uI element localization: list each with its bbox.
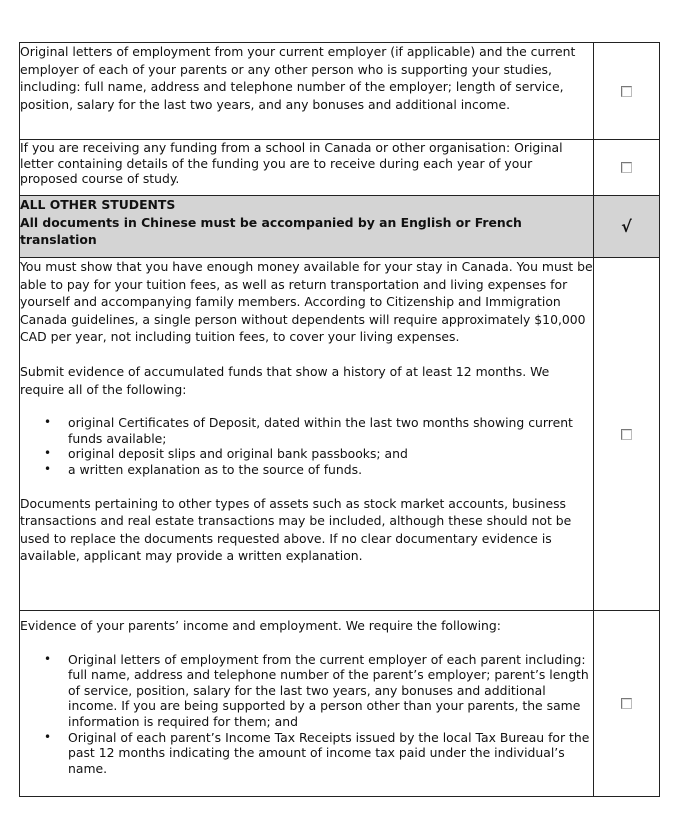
funds-bullet-list bbox=[20, 415, 593, 477]
list-item: • original Certificates of Deposit, dated within the last two months showing current funds available; bbox=[68, 415, 593, 446]
parents-bullet-list bbox=[20, 652, 593, 777]
table-row bbox=[20, 258, 660, 611]
employment-letters-text: Original letters of employment from your current employer (if applicable) and the current employer of each of your parents or any other person who is supporting your studies, including: full name, address and telephone number of the employer; length of service, position, salary for the last two years, and any bonuses and additional income. bbox=[20, 43, 594, 140]
parents-income-checkbox[interactable] bbox=[621, 698, 632, 709]
list-item: • Original of each parent’s Income Tax Receipts issued by the local Tax Bureau for the past 12 months indicating the amount of income tax paid under the individual’s name. bbox=[68, 730, 593, 777]
list-item: • original deposit slips and original bank passbooks; and bbox=[68, 446, 593, 462]
employment-letters-checkbox[interactable] bbox=[621, 86, 632, 97]
school-funding-text: If you are receiving any funding from a school in Canada or other organisation: Original letter containing details of the funding you are to receive during each year of your proposed course of study. bbox=[20, 140, 594, 196]
table-row bbox=[20, 43, 660, 140]
checkmark-icon: √ bbox=[621, 217, 632, 236]
parents-cell bbox=[20, 611, 594, 797]
parents-intro: Evidence of your parents’ income and employment. We require the following: bbox=[20, 618, 501, 633]
funds-cell bbox=[20, 258, 594, 611]
funds-checkbox[interactable] bbox=[621, 429, 632, 440]
section-header-row bbox=[20, 196, 660, 258]
list-item: • Original letters of employment from the current employer of each parent including: full name, address and telephone number of the parent’s employer; parent’s length of service, position, salary for the last two years, any bonuses and additional income. If you are being supported by a person other than your parents, the same information is required for them; and bbox=[68, 652, 593, 730]
document-checklist-table bbox=[19, 42, 660, 797]
list-item: • a written explanation as to the source of funds. bbox=[68, 462, 593, 478]
funds-paragraph-2: Submit evidence of accumulated funds that show a history of at least 12 months. We require all of the following: bbox=[20, 363, 550, 397]
school-funding-checkbox[interactable] bbox=[621, 162, 632, 173]
table-row bbox=[20, 611, 660, 797]
table-row bbox=[20, 140, 660, 196]
funds-paragraph-3: Documents pertaining to other types of assets such as stock market accounts, business transactions and real estate transactions may be included, although these should not be used to replace the documents requested above. If no clear documentary evidence is available, applicant may provide a written explanation. bbox=[20, 495, 572, 564]
section-subtitle: All documents in Chinese must be accompanied by an English or French translation bbox=[20, 214, 522, 248]
funds-paragraph-1: You must show that you have enough money available for your stay in Canada. You must be able to pay for your tuition fees, as well as return transportation and living expenses for yourself and accompanying family members. According to Citizenship and Immigration Canada guidelines, a single person without dependents will require approximately $10,000 CAD per year, not including tuition fees, to cover your living expenses. bbox=[20, 259, 593, 345]
section-title: ALL OTHER STUDENTS bbox=[20, 197, 176, 212]
